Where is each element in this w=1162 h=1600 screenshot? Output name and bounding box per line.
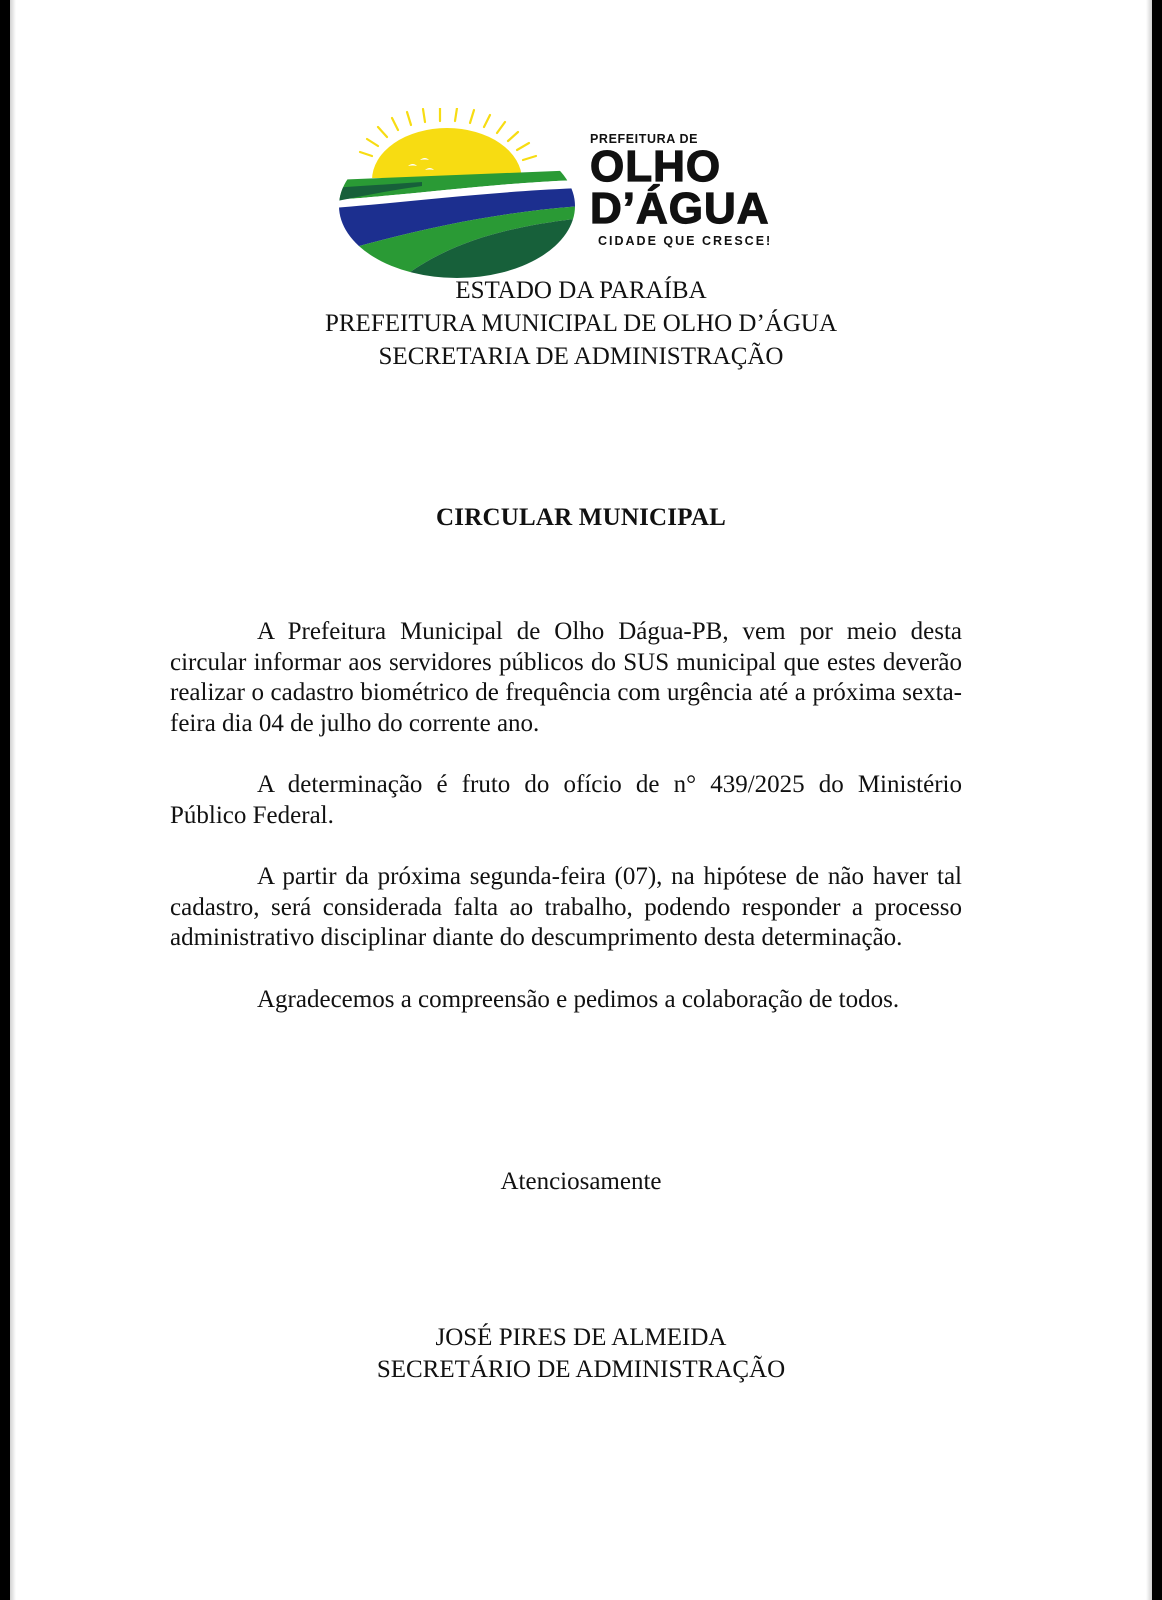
closing-salutation: Atenciosamente — [500, 1168, 662, 1195]
logo-wordmark — [590, 132, 840, 248]
paragraph-2: A determinação é fruto do ofício de n° 439/2025 do Ministério Público Federal. — [170, 771, 962, 829]
logo-name-line2: D’ÁGUA — [590, 184, 770, 233]
document-body — [170, 617, 962, 1046]
logo-slogan: CIDADE QUE CRESCE! — [598, 234, 773, 248]
header-city-hall: PREFEITURA MUNICIPAL DE OLHO D’ÁGUA — [324, 310, 838, 337]
document-page — [10, 0, 1152, 1600]
municipality-logo — [332, 108, 842, 278]
page-edge-shadow-right — [1146, 0, 1152, 1600]
letterhead — [10, 274, 1152, 373]
page-edge-shadow-left — [10, 0, 16, 1600]
logo-top-line: PREFEITURA DE — [590, 132, 699, 146]
paragraph-1: A Prefeitura Municipal de Olho Dágua-PB, vem por meio desta circular informar aos servidores públicos do SUS municipal que estes deverão realizar o cadastro biométrico de frequência com urgência até a próxima sexta-feira dia 04 de julho do corrente ano. — [170, 618, 962, 737]
sun-landscape-emblem — [332, 108, 582, 278]
logo-name-line1: OLHO — [590, 142, 722, 191]
header-state: ESTADO DA PARAÍBA — [455, 277, 707, 304]
paragraph-4: Agradecemos a compreensão e pedimos a colaboração de todos. — [257, 985, 900, 1013]
document-title: CIRCULAR MUNICIPAL — [436, 504, 726, 531]
signatory-name: JOSÉ PIRES DE ALMEIDA — [435, 1324, 727, 1351]
header-department: SECRETARIA DE ADMINISTRAÇÃO — [378, 343, 784, 370]
signature-block — [10, 1322, 1152, 1386]
paragraph-3: A partir da próxima segunda-feira (07), na hipótese de não haver tal cadastro, será considerada falta ao trabalho, podendo responder a processo administrativo disciplinar diante do descumprimento desta determinação. — [170, 863, 962, 951]
signatory-role: SECRETÁRIO DE ADMINISTRAÇÃO — [376, 1356, 786, 1383]
